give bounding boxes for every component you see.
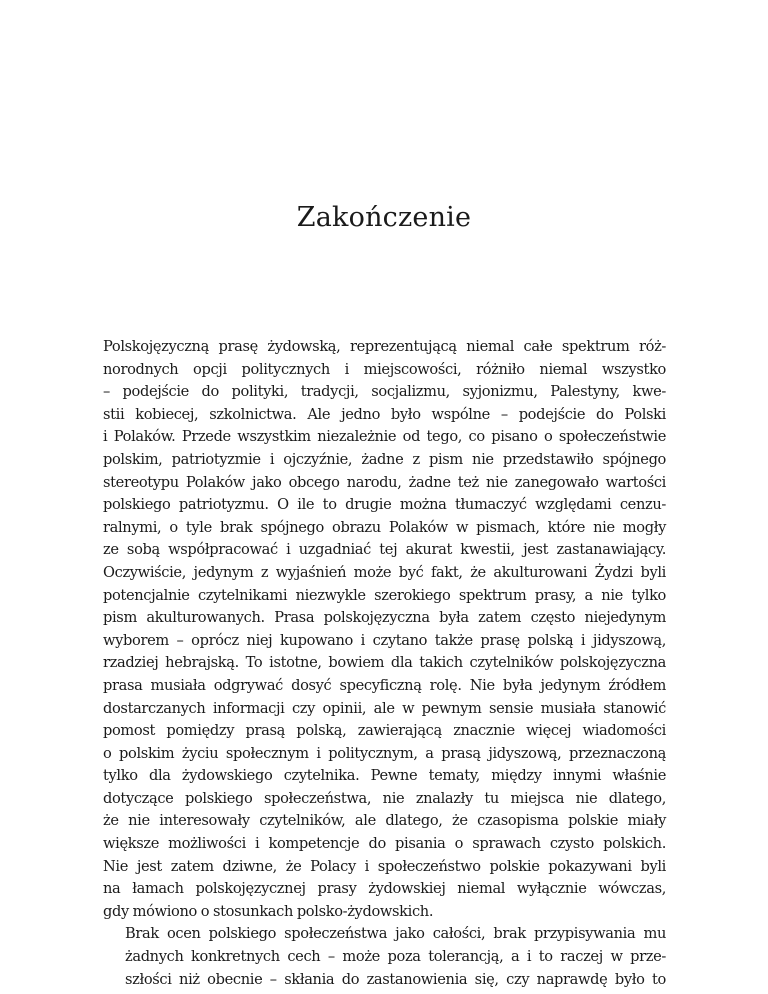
text-line: norodnych opcji politycznych i miejscowości, różniło niemal wszystko (103, 360, 666, 378)
text-line: – podejście do polityki, tradycji, socjalizmu, syjonizmu, Palestyny, kwe- (103, 383, 666, 401)
text-line: gdy mówiono o stosunkach polsko-żydowskich. (103, 902, 434, 920)
text-line: wyborem – oprócz niej kupowano i czytano także prasę polską i jidyszową, (103, 631, 666, 649)
text-line: Polskojęzyczną prasę żydowską, reprezentującą niemal całe spektrum róż- (103, 338, 666, 355)
paragraph-1 (103, 336, 666, 923)
text-line: Oczywiście, jedynym z wyjaśnień może być fakt, że akulturowani Żydzi byli (103, 563, 666, 581)
text-line: szłości niż obecnie – skłania do zastanowienia się, czy naprawdę było to (125, 970, 666, 988)
text-line: ralnymi, o tyle brak spójnego obrazu Polaków w pismach, które nie mogły (103, 518, 666, 536)
text-line: o polskim życiu społecznym i politycznym, a prasą jidyszową, przeznaczoną (103, 744, 666, 762)
text-line: żadnych konkretnych cech – może poza tolerancją, a i to raczej w prze- (125, 948, 666, 966)
text-line: Brak ocen polskiego społeczeństwa jako całości, brak przypisywania mu (125, 925, 666, 943)
text-line: większe możliwości i kompetencje do pisania o sprawach czysto polskich. (103, 835, 666, 853)
body-text (103, 336, 666, 991)
text-line: dotyczące polskiego społeczeństwa, nie znalazły tu miejsca nie dlatego, (103, 789, 666, 807)
paragraph-2 (103, 923, 666, 991)
text-line: Nie jest zatem dziwne, że Polacy i społeczeństwo polskie pokazywani byli (103, 857, 666, 875)
text-line: dostarczanych informacji czy opinii, ale w pewnym sensie musiała stanowić (103, 699, 666, 717)
text-line: polskiego patriotyzmu. O ile to drugie można tłumaczyć względami cenzu- (103, 496, 666, 514)
text-line: pism akulturowanych. Prasa polskojęzyczna była zatem często niejedynym (103, 609, 666, 627)
text-line: że nie interesowały czytelników, ale dlatego, że czasopisma polskie miały (103, 812, 666, 830)
text-line: stereotypu Polaków jako obcego narodu, żadne też nie zanegowało wartości (103, 473, 666, 491)
text-line: potencjalnie czytelnikami niezwykle szerokiego spektrum prasy, a nie tylko (103, 586, 666, 604)
text-line: pomost pomiędzy prasą polską, zawierającą znacznie więcej wiadomości (103, 722, 666, 740)
chapter-title: Zakończenie (296, 202, 472, 233)
text-line: ze sobą współpracować i uzgadniać tej akurat kwestii, jest zastanawiający. (103, 541, 666, 559)
text-line: rzadziej hebrajską. To istotne, bowiem dla takich czytelników polskojęzyczna (103, 654, 666, 672)
text-line: i Polaków. Przede wszystkim niezależnie od tego, co pisano o społeczeństwie (103, 428, 666, 446)
text-line: tylko dla żydowskiego czytelnika. Pewne tematy, między innymi właśnie (103, 767, 666, 785)
text-line: stii kobiecej, szkolnictwa. Ale jedno było wspólne – podejście do Polski (103, 405, 666, 423)
text-line: prasa musiała odgrywać dosyć specyficzną rolę. Nie była jedynym źródłem (103, 676, 666, 694)
text-line: polskim, patriotyzmie i ojczyźnie, żadne z pism nie przedstawiło spójnego (103, 450, 666, 468)
text-line: na łamach polskojęzycznej prasy żydowskiej niemal wyłącznie wówczas, (103, 880, 666, 898)
